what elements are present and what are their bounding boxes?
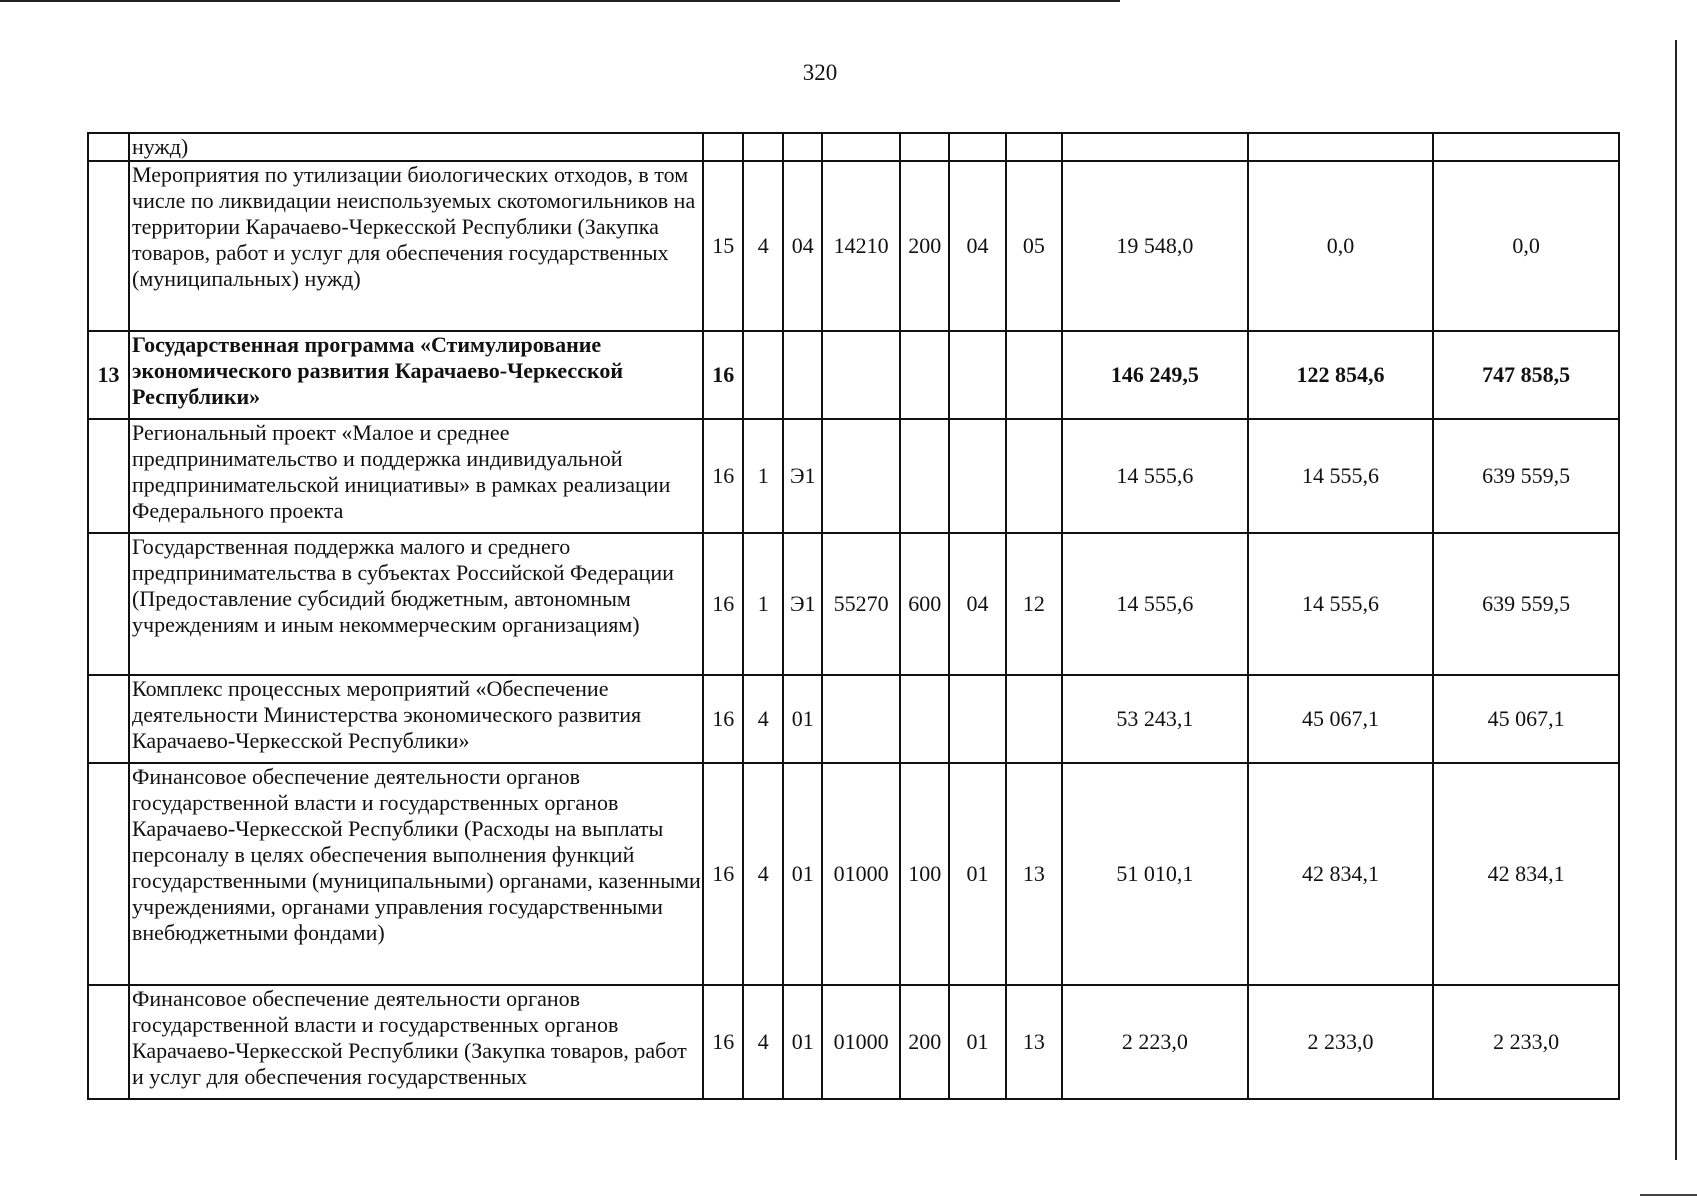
- code-cell: [949, 133, 1005, 161]
- table-row: [88, 675, 1619, 763]
- scan-edge-right: [1675, 40, 1677, 1160]
- amount-cell: 45 067,1: [1433, 675, 1619, 763]
- amount-cell: 0,0: [1248, 161, 1434, 331]
- amount-cell: 2 223,0: [1062, 985, 1248, 1099]
- item-name-cell: Региональный проект «Малое и среднее предпринимательство и поддержка индивидуальной предпринимательской инициативы» в рамках реализации Федерального проекта: [129, 419, 703, 533]
- code-cell: 16: [703, 675, 743, 763]
- item-name-cell: Финансовое обеспечение деятельности органов государственной власти и государственных органов Карачаево-Черкесской Республики (Расходы на выплаты персоналу в целях обеспечения выполнения функций государственными (муниципальными) органами, казенными учреждениями, органами управления государственными внебюджетными фондами): [129, 763, 703, 985]
- row-number-cell: [88, 161, 129, 331]
- amount-cell: [1248, 133, 1434, 161]
- code-cell: [1006, 675, 1062, 763]
- code-cell: 15: [703, 161, 743, 331]
- code-cell: 16: [703, 419, 743, 533]
- code-cell: [949, 675, 1005, 763]
- item-name-cell: нужд): [129, 133, 703, 161]
- code-cell: 200: [900, 985, 949, 1099]
- code-cell: 16: [703, 763, 743, 985]
- amount-cell: 747 858,5: [1433, 331, 1619, 419]
- amount-cell: 0,0: [1433, 161, 1619, 331]
- code-cell: 4: [743, 161, 783, 331]
- table-row: [88, 763, 1619, 985]
- row-number-cell: 13: [88, 331, 129, 419]
- item-name-cell: Государственная поддержка малого и среднего предпринимательства в субъектах Российской Федерации (Предоставление субсидий бюджетным, автономным учреждениям и иным некоммерческим организациям): [129, 533, 703, 675]
- code-cell: [900, 331, 949, 419]
- amount-cell: 122 854,6: [1248, 331, 1434, 419]
- code-cell: 01: [949, 985, 1005, 1099]
- code-cell: [1006, 419, 1062, 533]
- code-cell: 200: [900, 161, 949, 331]
- code-cell: 13: [1006, 985, 1062, 1099]
- code-cell: 01: [783, 763, 822, 985]
- amount-cell: 14 555,6: [1248, 533, 1434, 675]
- amount-cell: [1062, 133, 1248, 161]
- code-cell: [822, 133, 900, 161]
- code-cell: [822, 675, 900, 763]
- amount-cell: 14 555,6: [1062, 419, 1248, 533]
- code-cell: [822, 331, 900, 419]
- code-cell: [743, 331, 783, 419]
- code-cell: 4: [743, 675, 783, 763]
- code-cell: 01: [783, 675, 822, 763]
- item-name-cell: Государственная программа «Стимулирование экономического развития Карачаево-Черкесской Республики»: [129, 331, 703, 419]
- amount-cell: 639 559,5: [1433, 533, 1619, 675]
- code-cell: [949, 331, 1005, 419]
- amount-cell: 2 233,0: [1433, 985, 1619, 1099]
- row-number-cell: [88, 533, 129, 675]
- item-name-cell: Финансовое обеспечение деятельности органов государственной власти и государственных органов Карачаево-Черкесской Республики (Закупка товаров, работ и услуг для обеспечения государственных: [129, 985, 703, 1099]
- amount-cell: 19 548,0: [1062, 161, 1248, 331]
- code-cell: 13: [1006, 763, 1062, 985]
- code-cell: 01000: [822, 763, 900, 985]
- row-number-cell: [88, 985, 129, 1099]
- table-row: [88, 161, 1619, 331]
- code-cell: 1: [743, 533, 783, 675]
- amount-cell: 14 555,6: [1248, 419, 1434, 533]
- code-cell: 16: [703, 533, 743, 675]
- amount-cell: [1433, 133, 1619, 161]
- amount-cell: 53 243,1: [1062, 675, 1248, 763]
- code-cell: 55270: [822, 533, 900, 675]
- code-cell: 04: [949, 161, 1005, 331]
- code-cell: Э1: [783, 419, 822, 533]
- amount-cell: 45 067,1: [1248, 675, 1434, 763]
- code-cell: 01000: [822, 985, 900, 1099]
- amount-cell: 42 834,1: [1248, 763, 1434, 985]
- code-cell: 16: [703, 985, 743, 1099]
- code-cell: [703, 133, 743, 161]
- budget-table: [87, 132, 1620, 1100]
- amount-cell: 146 249,5: [1062, 331, 1248, 419]
- table-body: [88, 133, 1619, 1099]
- item-name-cell: Мероприятия по утилизации биологических отходов, в том числе по ликвидации неиспользуемых скотомогильников на территории Карачаево-Черкесской Республики (Закупка товаров, работ и услуг для обеспечения государственных (муниципальных) нужд): [129, 161, 703, 331]
- amount-cell: 14 555,6: [1062, 533, 1248, 675]
- amount-cell: 51 010,1: [1062, 763, 1248, 985]
- item-name-cell: Комплекс процессных мероприятий «Обеспечение деятельности Министерства экономического развития Карачаево-Черкесской Республики»: [129, 675, 703, 763]
- code-cell: 600: [900, 533, 949, 675]
- code-cell: [900, 419, 949, 533]
- code-cell: [783, 331, 822, 419]
- code-cell: [1006, 133, 1062, 161]
- row-number-cell: [88, 675, 129, 763]
- code-cell: 01: [783, 985, 822, 1099]
- code-cell: [900, 675, 949, 763]
- code-cell: 12: [1006, 533, 1062, 675]
- code-cell: 04: [949, 533, 1005, 675]
- table-row: [88, 533, 1619, 675]
- code-cell: [900, 133, 949, 161]
- table-row: [88, 419, 1619, 533]
- code-cell: [822, 419, 900, 533]
- amount-cell: 2 233,0: [1248, 985, 1434, 1099]
- code-cell: 04: [783, 161, 822, 331]
- code-cell: [743, 133, 783, 161]
- code-cell: 14210: [822, 161, 900, 331]
- scan-edge-top: [0, 0, 1120, 2]
- code-cell: [783, 133, 822, 161]
- amount-cell: 42 834,1: [1433, 763, 1619, 985]
- page-number: 320: [802, 60, 838, 85]
- code-cell: 1: [743, 419, 783, 533]
- code-cell: Э1: [783, 533, 822, 675]
- scan-edge-bottom: [1640, 1194, 1697, 1196]
- code-cell: 4: [743, 985, 783, 1099]
- table-row: [88, 133, 1619, 161]
- code-cell: [1006, 331, 1062, 419]
- row-number-cell: [88, 763, 129, 985]
- code-cell: [949, 419, 1005, 533]
- row-number-cell: [88, 419, 129, 533]
- row-number-cell: [88, 133, 129, 161]
- amount-cell: 639 559,5: [1433, 419, 1619, 533]
- code-cell: 05: [1006, 161, 1062, 331]
- table-row-program: [88, 331, 1619, 419]
- table-row: [88, 985, 1619, 1099]
- code-cell: 01: [949, 763, 1005, 985]
- code-cell: 4: [743, 763, 783, 985]
- code-cell: 100: [900, 763, 949, 985]
- code-cell: 16: [703, 331, 743, 419]
